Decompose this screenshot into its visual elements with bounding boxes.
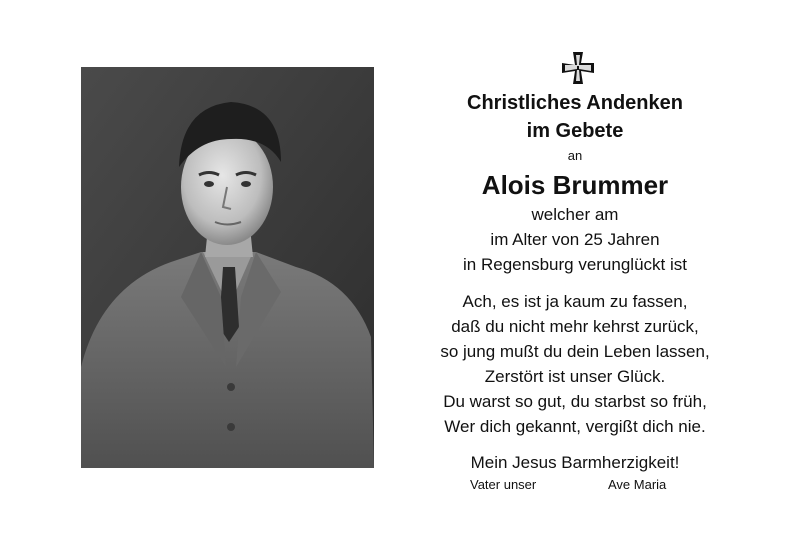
iron-cross-icon	[560, 50, 596, 86]
poem-line: so jung mußt du dein Leben lassen,	[440, 342, 710, 361]
portrait-photo	[81, 67, 374, 468]
info-line: welcher am	[531, 205, 619, 224]
info-line: im Alter von 25 Jahren	[490, 230, 660, 249]
deceased-name: Alois Brummer	[481, 170, 669, 200]
heading-line-1: Christliches Andenken	[467, 92, 683, 114]
poem-line: Zerstört ist unser Glück.	[484, 367, 666, 386]
poem-line: Wer dich gekannt, vergißt dich nie.	[444, 417, 706, 436]
prayer-vater-unser: Vater unser	[470, 477, 537, 492]
poem-line: daß du nicht mehr kehrst zurück,	[451, 317, 699, 336]
prayer-line: Mein Jesus Barmherzigkeit!	[470, 453, 680, 472]
poem-line: Ach, es ist ja kaum zu fassen,	[462, 292, 688, 311]
portrait-image	[81, 67, 374, 468]
info-line: in Regensburg verunglückt ist	[463, 255, 687, 274]
prayer-ave-maria: Ave Maria	[608, 477, 667, 492]
dedication-word: an	[567, 148, 583, 163]
heading-line-2: im Gebete	[526, 120, 624, 142]
memorial-text	[420, 0, 730, 534]
poem-line: Du warst so gut, du starbst so früh,	[443, 392, 707, 411]
